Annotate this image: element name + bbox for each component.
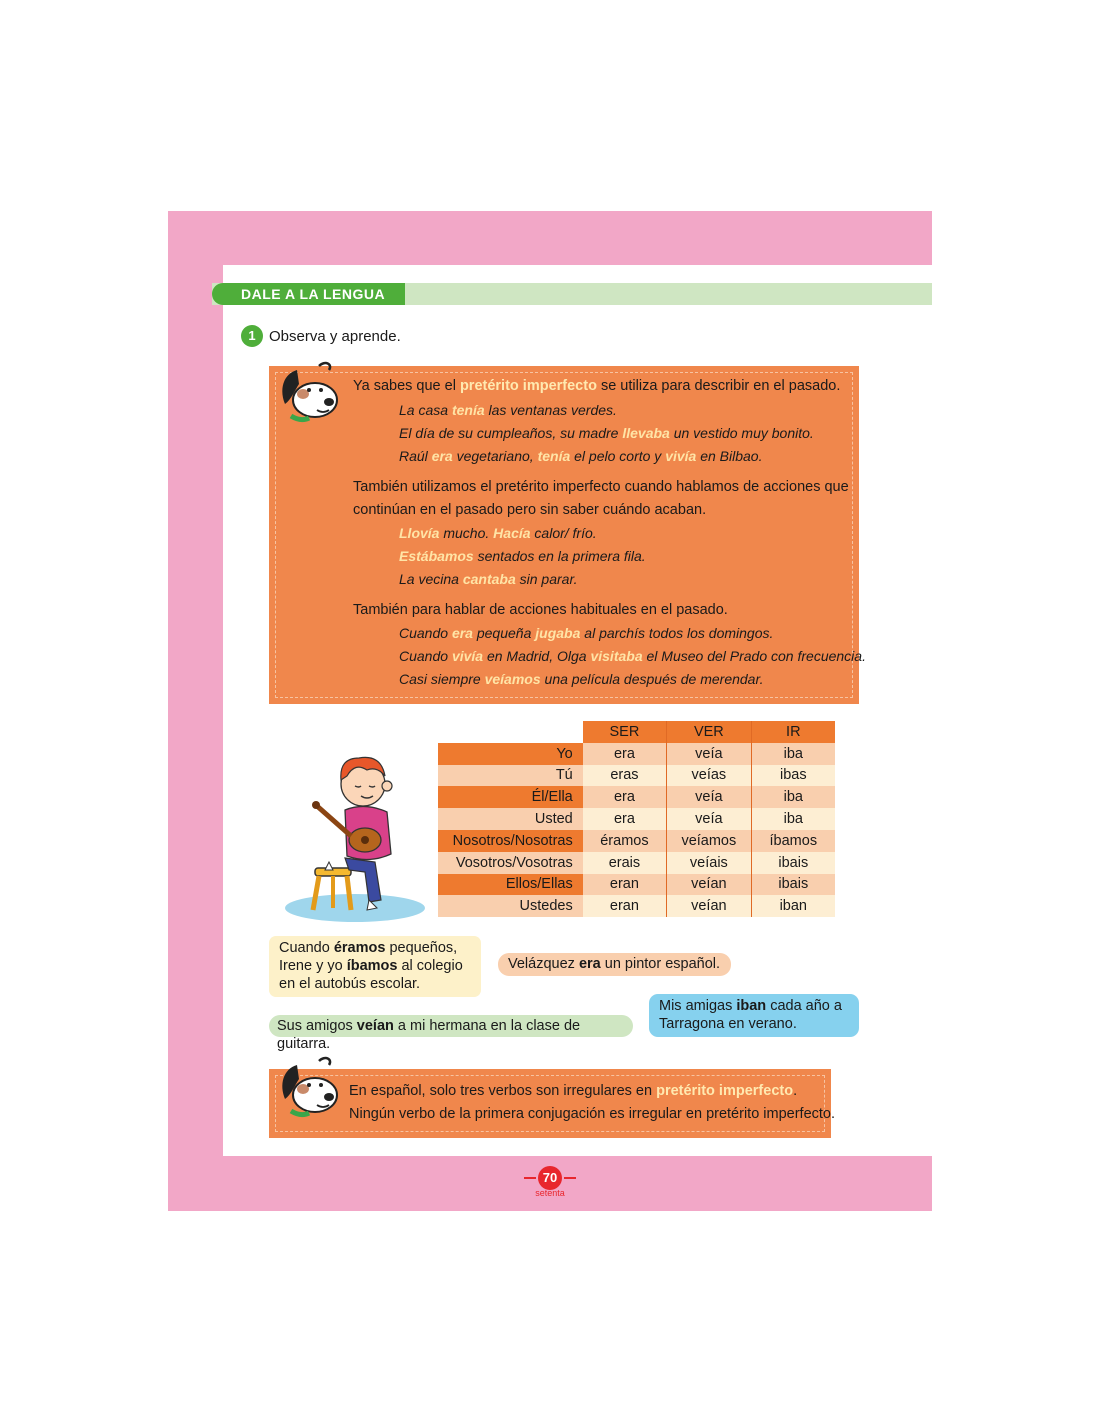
page-number-word: setenta — [535, 1188, 565, 1198]
exercise-instruction: Observa y aprende. — [269, 328, 401, 345]
conjugation-cell: veíamos — [667, 830, 751, 852]
conjugation-cell: eran — [583, 895, 667, 917]
example-bubble-blue: Mis amigas iban cada año a Tarragona en verano. — [649, 994, 859, 1037]
page-number: 70 — [538, 1166, 562, 1190]
example-sentence: Casi siempre veíamos una película después de merendar. — [399, 671, 764, 687]
conjugation-cell: veía — [667, 743, 751, 765]
rule-continuing-actions-cont: continúan en el pasado pero sin saber cuándo acaban. — [353, 502, 707, 518]
table-header-row — [438, 721, 835, 743]
column-header-ir: IR — [751, 721, 835, 743]
conjugation-cell: veías — [667, 765, 751, 787]
rule-describe: Ya sabes que el pretérito imperfecto se utiliza para describir en el pasado. — [353, 378, 841, 394]
section-title: DALE A LA LENGUA — [212, 283, 405, 305]
conjugation-cell: veíais — [667, 852, 751, 874]
example-sentence: La casa tenía las ventanas verdes. — [399, 402, 617, 418]
example-bubble-yellow: Cuando éramos pequeños, Irene y yo íbamos al colegio en el autobús escolar. — [269, 936, 481, 997]
page-number-rule-left — [524, 1177, 536, 1179]
note-line-1: En español, solo tres verbos son irregulares en pretérito imperfecto. — [349, 1083, 798, 1099]
pronoun-cell: Tú — [438, 765, 583, 787]
conjugation-cell: era — [583, 743, 667, 765]
table-row — [438, 830, 835, 852]
example-sentence: La vecina cantaba sin parar. — [399, 571, 578, 587]
conjugation-cell: veían — [667, 895, 751, 917]
grammar-explanation-box — [269, 366, 866, 704]
example-sentence: Estábamos sentados en la primera fila. — [399, 548, 646, 564]
example-sentence: Cuando vivía en Madrid, Olga visitaba el Museo del Prado con frecuencia. — [399, 648, 866, 664]
conjugation-cell: íbamos — [751, 830, 835, 852]
conjugation-cell: eras — [583, 765, 667, 787]
dog-mascot-icon — [277, 360, 341, 424]
column-header-ver: VER — [667, 721, 751, 743]
example-sentence: Cuando era pequeña jugaba al parchís todos los domingos. — [399, 625, 774, 641]
conjugation-cell: erais — [583, 852, 667, 874]
pronoun-cell: Él/Ella — [438, 786, 583, 808]
conjugation-cell: veía — [667, 808, 751, 830]
boy-guitar-illustration — [285, 750, 435, 925]
example-sentence: Llovía mucho. Hacía calor/ frío. — [399, 525, 597, 541]
pronoun-cell: Ustedes — [438, 895, 583, 917]
table-row — [438, 808, 835, 830]
conjugation-cell: éramos — [583, 830, 667, 852]
dog-mascot-icon — [277, 1055, 341, 1119]
pronoun-cell: Yo — [438, 743, 583, 765]
conjugation-cell: veía — [667, 786, 751, 808]
rule-continuing-actions: También utilizamos el pretérito imperfecto cuando hablamos de acciones que — [353, 479, 849, 495]
example-sentence: El día de su cumpleaños, su madre llevaba un vestido muy bonito. — [399, 425, 814, 441]
exercise-number: 1 — [241, 325, 263, 347]
column-header-ser: SER — [583, 721, 667, 743]
example-sentence: Raúl era vegetariano, tenía el pelo corto y vivía en Bilbao. — [399, 448, 763, 464]
pronoun-cell: Ellos/Ellas — [438, 874, 583, 896]
conjugation-cell: ibais — [751, 852, 835, 874]
table-row — [438, 743, 835, 765]
conjugation-cell: iba — [751, 786, 835, 808]
table-row — [438, 765, 835, 787]
rule-habitual-actions: También para hablar de acciones habituales en el pasado. — [353, 602, 728, 618]
conjugation-cell: era — [583, 786, 667, 808]
note-line-2: Ningún verbo de la primera conjugación es irregular en pretérito imperfecto. — [349, 1106, 836, 1122]
pronoun-cell: Nosotros/Nosotras — [438, 830, 583, 852]
example-bubble-peach: Velázquez era un pintor español. — [498, 953, 731, 976]
table-row — [438, 874, 835, 896]
conjugation-cell: era — [583, 808, 667, 830]
note-box — [269, 1069, 836, 1138]
conjugation-table — [438, 721, 835, 917]
conjugation-cell: iba — [751, 808, 835, 830]
page-number-rule-right — [564, 1177, 576, 1179]
pronoun-cell: Vosotros/Vosotras — [438, 852, 583, 874]
conjugation-cell: iba — [751, 743, 835, 765]
table-row — [438, 895, 835, 917]
pronoun-cell: Usted — [438, 808, 583, 830]
conjugation-cell: ibais — [751, 874, 835, 896]
conjugation-cell: eran — [583, 874, 667, 896]
table-row — [438, 852, 835, 874]
conjugation-cell: veían — [667, 874, 751, 896]
table-row — [438, 786, 835, 808]
conjugation-cell: ibas — [751, 765, 835, 787]
conjugation-cell: iban — [751, 895, 835, 917]
example-bubble-green: Sus amigos veían a mi hermana en la clase de guitarra. — [269, 1015, 633, 1037]
